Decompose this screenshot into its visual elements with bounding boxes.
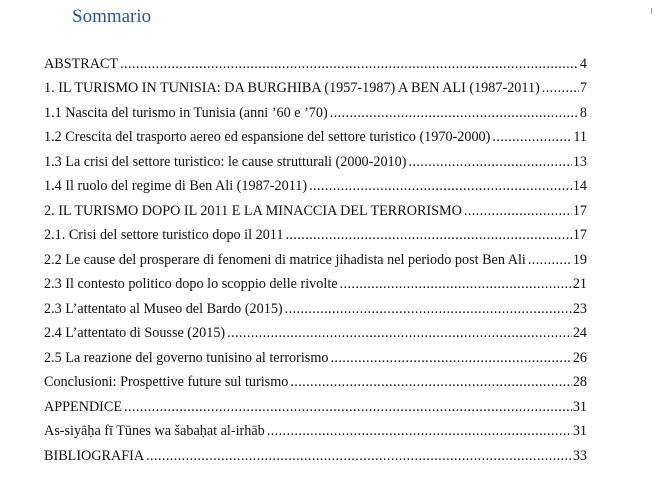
toc-dot-leader bbox=[340, 272, 572, 296]
toc-entry-section-2-3-bardo[interactable] bbox=[44, 297, 587, 321]
toc-entry-section-1-3[interactable] bbox=[44, 150, 587, 174]
toc-dot-leader bbox=[146, 444, 572, 468]
toc-page-number: 17 bbox=[572, 227, 587, 244]
toc-dot-leader bbox=[227, 321, 572, 345]
toc-entry-title: ABSTRACT bbox=[44, 56, 119, 72]
toc-dot-leader bbox=[124, 395, 572, 419]
toc-page-number: 33 bbox=[572, 447, 587, 464]
toc-title: Sommario bbox=[72, 6, 152, 27]
toc-entry-title: 2. IL TURISMO DOPO IL 2011 E LA MINACCIA DEL TERRORISMO bbox=[44, 202, 462, 219]
toc-dot-leader bbox=[309, 174, 572, 198]
toc-dot-leader bbox=[408, 150, 571, 174]
toc-dot-leader bbox=[285, 223, 571, 247]
toc-entry-title: BIBLIOGRAFIA bbox=[44, 447, 145, 464]
toc-dot-leader bbox=[267, 419, 572, 443]
toc-entry-title: 1.4 Il ruolo del regime di Ben Ali (1987-2011) bbox=[44, 178, 308, 195]
toc-page-number: 4 bbox=[579, 56, 587, 72]
toc-page-number: 31 bbox=[572, 398, 587, 415]
toc-dot-leader bbox=[285, 297, 572, 321]
toc-dot-leader bbox=[290, 370, 571, 394]
toc-dot-leader bbox=[528, 248, 572, 272]
toc-entry-section-2-2[interactable] bbox=[44, 248, 587, 272]
toc-entry-chapter-1[interactable] bbox=[44, 76, 587, 100]
toc-entry-arabic-title[interactable] bbox=[44, 419, 587, 443]
toc-page-number: 8 bbox=[579, 104, 587, 121]
toc-entry-section-2-1[interactable] bbox=[44, 223, 587, 247]
toc-entry-title: APPENDICE bbox=[44, 398, 123, 415]
toc-entry-section-1-1[interactable] bbox=[44, 101, 587, 125]
toc-entry-title: 1.2 Crescita del trasporto aereo ed espansione del settore turistico (1970-2000) bbox=[44, 129, 491, 146]
toc-entry-title: Conclusioni: Prospettive future sul turismo bbox=[44, 374, 289, 391]
toc-entry-title: 2.5 La reazione del governo tunisino al terrorismo bbox=[44, 349, 329, 366]
page-corner-mark bbox=[651, 8, 652, 14]
toc-entry-title: 2.4 L’attentato di Sousse (2015) bbox=[44, 325, 226, 342]
toc-entry-conclusions[interactable] bbox=[44, 370, 587, 394]
toc-entry-title: 2.3 L’attentato al Museo del Bardo (2015) bbox=[44, 300, 283, 317]
toc-entry-abstract[interactable] bbox=[44, 52, 587, 76]
toc-entry-title: As-siyāḥa fī Tūnes wa šabaḥat al-irhāb bbox=[44, 423, 265, 440]
toc-entry-title: 2.2 Le cause del prosperare di fenomeni di matrice jihadista nel periodo post Ben Ali bbox=[44, 251, 526, 268]
toc-page-number: 17 bbox=[572, 202, 587, 219]
toc-dot-leader bbox=[330, 101, 579, 125]
toc-dot-leader bbox=[464, 199, 572, 223]
toc-dot-leader bbox=[120, 52, 579, 76]
toc-entry-chapter-2[interactable] bbox=[44, 199, 587, 223]
toc-dot-leader bbox=[330, 346, 571, 370]
toc-entry-bibliography[interactable] bbox=[44, 444, 587, 468]
toc-entry-title: 2.3 Il contesto politico dopo lo scoppio delle rivolte bbox=[44, 276, 338, 293]
toc-page-number: 23 bbox=[572, 300, 587, 317]
toc-page-number: 24 bbox=[572, 325, 587, 342]
toc-page-number: 19 bbox=[572, 251, 587, 268]
toc-entry-section-2-4[interactable] bbox=[44, 321, 587, 345]
toc-entry-appendix[interactable] bbox=[44, 395, 587, 419]
toc-entry-title: 1.1 Nascita del turismo in Tunisia (anni ’60 e ’70) bbox=[44, 104, 328, 121]
toc-page-number: 13 bbox=[572, 153, 587, 170]
toc-page-number: 26 bbox=[572, 349, 587, 366]
toc-dot-leader bbox=[542, 76, 579, 100]
toc-dot-leader bbox=[492, 125, 572, 149]
table-of-contents bbox=[44, 52, 587, 468]
toc-entry-title: 1. IL TURISMO IN TUNISIA: DA BURGHIBA (1957-1987) A BEN ALI (1987-2011) bbox=[44, 80, 540, 97]
toc-page-number: 11 bbox=[573, 129, 587, 146]
toc-entry-title: 1.3 La crisi del settore turistico: le cause strutturali (2000-2010) bbox=[44, 153, 407, 170]
toc-entry-section-2-3-political-context[interactable] bbox=[44, 272, 587, 296]
toc-entry-section-1-4[interactable] bbox=[44, 174, 587, 198]
toc-page-number: 21 bbox=[572, 276, 587, 293]
toc-entry-title: 2.1. Crisi del settore turistico dopo il 2011 bbox=[44, 227, 284, 244]
toc-entry-section-2-5[interactable] bbox=[44, 346, 587, 370]
toc-page-number: 28 bbox=[572, 374, 587, 391]
toc-page-number: 7 bbox=[579, 80, 587, 97]
toc-page-number: 14 bbox=[572, 178, 587, 195]
toc-page-number: 31 bbox=[572, 423, 587, 440]
toc-entry-section-1-2[interactable] bbox=[44, 125, 587, 149]
